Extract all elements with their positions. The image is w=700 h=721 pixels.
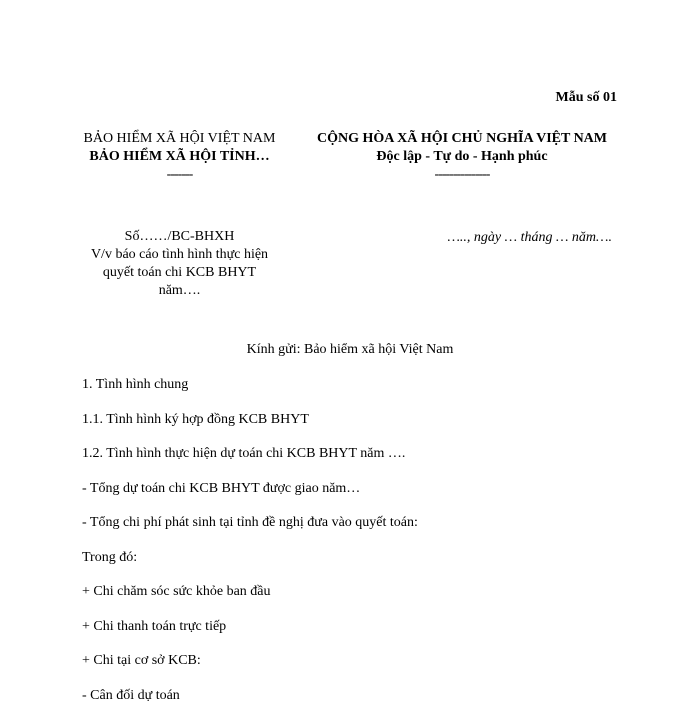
body-line: Trong đó: xyxy=(82,549,642,584)
form-number: Mẫu số 01 xyxy=(556,90,617,106)
national-separator: --------------- xyxy=(282,166,642,184)
country-name: CỘNG HÒA XÃ HỘI CHỦ NGHĨA VIỆT NAM xyxy=(282,130,642,148)
document-reference xyxy=(82,228,277,300)
document-number: Số……/BC-BHXH xyxy=(82,228,277,246)
body-line: + Chi chăm sóc sức khỏe ban đầu xyxy=(82,583,642,618)
body-line: 1. Tình hình chung xyxy=(82,376,642,411)
report-body xyxy=(82,376,642,721)
body-line: - Tổng dự toán chi KCB BHYT được giao năm… xyxy=(82,480,642,515)
body-line: + Chi tại cơ sở KCB: xyxy=(82,652,642,687)
body-line: 1.2. Tình hình thực hiện dự toán chi KCB BHYT năm …. xyxy=(82,445,642,480)
body-line: 1.1. Tình hình ký hợp đồng KCB BHYT xyxy=(82,411,642,446)
national-motto: Độc lập - Tự do - Hạnh phúc xyxy=(282,148,642,166)
body-line: - Tổng chi phí phát sinh tại tỉnh đề nghị đưa vào quyết toán: xyxy=(82,514,642,549)
body-line: + Chi thanh toán trực tiếp xyxy=(82,618,642,653)
national-header xyxy=(282,130,642,184)
recipient-line: Kính gửi: Bảo hiểm xã hội Việt Nam xyxy=(0,342,700,358)
document-subject: V/v báo cáo tình hình thực hiện quyết toán chi KCB BHYT năm…. xyxy=(82,246,277,300)
agency-parent-name: BẢO HIỂM XÃ HỘI VIỆT NAM xyxy=(82,130,277,148)
agency-separator: ------- xyxy=(82,166,277,184)
agency-header xyxy=(82,130,277,184)
date-place-line: ….., ngày … tháng … năm…. xyxy=(447,230,612,246)
agency-provincial-name: BẢO HIỂM XÃ HỘI TỈNH… xyxy=(82,148,277,166)
body-line: - Cân đối dự toán xyxy=(82,687,642,721)
